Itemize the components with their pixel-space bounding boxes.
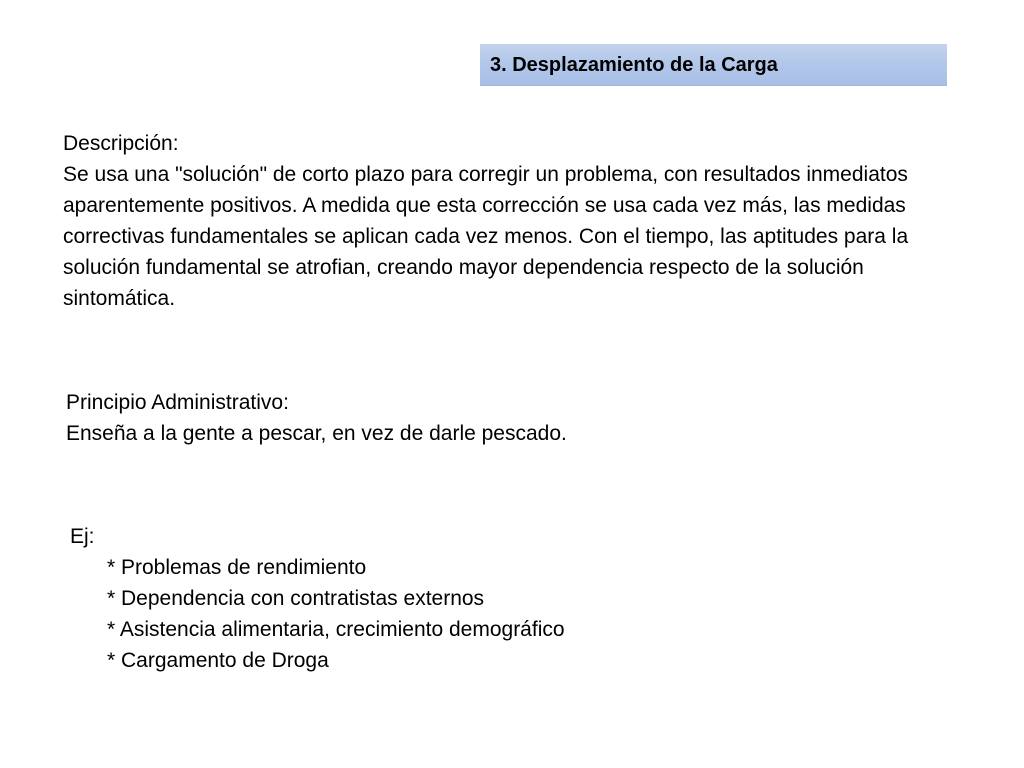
examples-label: Ej: [70, 525, 95, 548]
principle-section [66, 387, 946, 449]
example-item: * Cargamento de Droga [107, 649, 329, 672]
slide-title-banner [480, 44, 947, 86]
examples-list [70, 552, 950, 676]
example-item: * Problemas de rendimiento [107, 556, 367, 579]
examples-section [70, 521, 950, 676]
description-section [63, 128, 943, 314]
example-item: * Dependencia con contratistas externos [107, 587, 485, 610]
description-body: Se usa una "solución" de corto plazo para corregir un problema, con resultados inmediatos aparentemente positivos. A medida que esta corrección se usa cada vez más, las medidas correctivas fundamentales se aplican cada vez menos. Con el tiempo, las aptitudes para la solución fundamental se atrofian, creando mayor dependencia respecto de la solución sintomática. [63, 163, 909, 310]
slide-title: 3. Desplazamiento de la Carga [490, 54, 778, 76]
principle-label: Principio Administrativo: [66, 391, 289, 414]
principle-body: Enseña a la gente a pescar, en vez de darle pescado. [66, 422, 567, 445]
example-item: * Asistencia alimentaria, crecimiento demográfico [107, 618, 565, 641]
description-label: Descripción: [63, 132, 179, 155]
